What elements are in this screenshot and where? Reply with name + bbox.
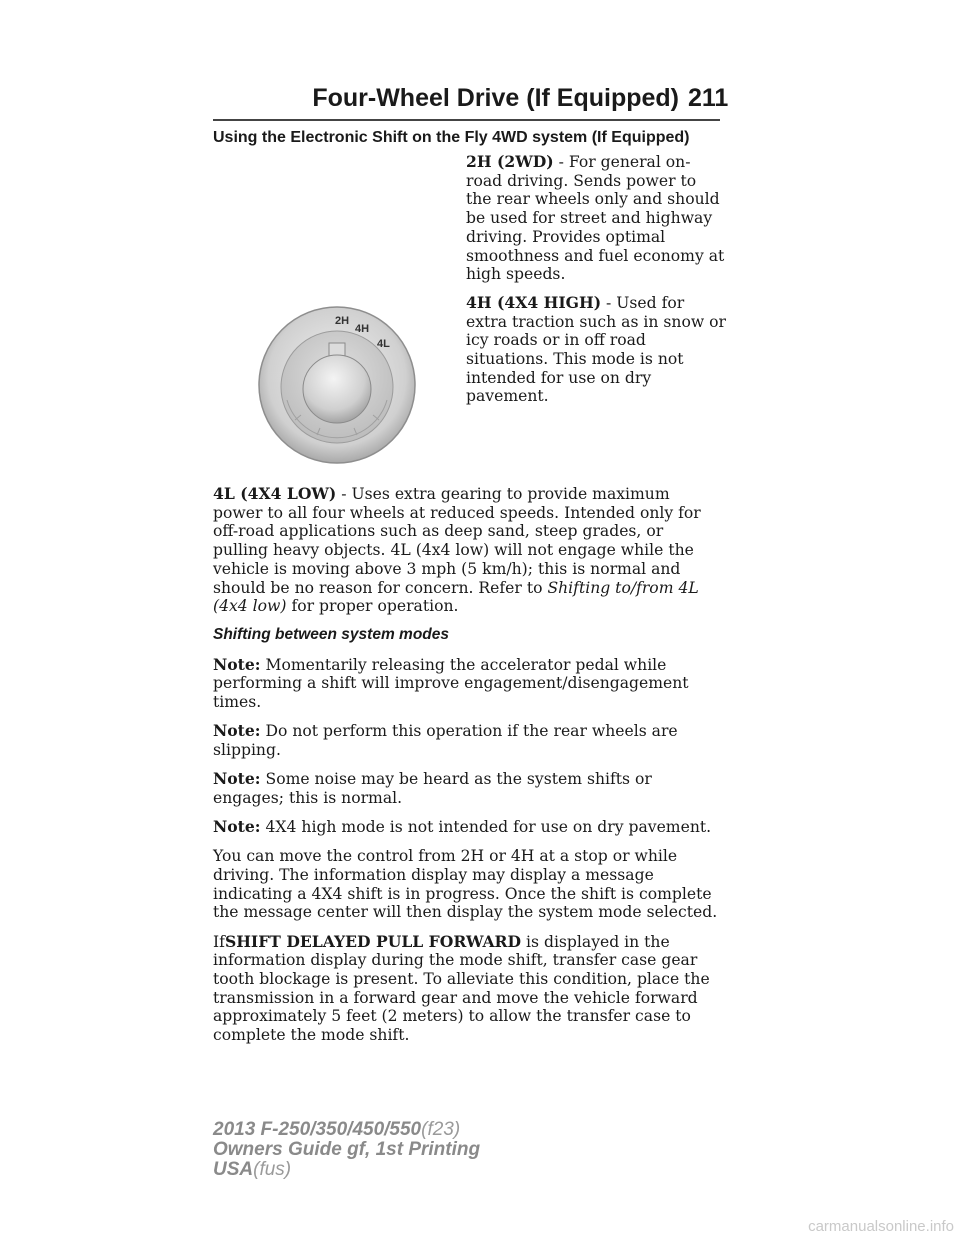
mode-descriptions <box>466 153 726 416</box>
note-text: Do not perform this operation if the rear wheels are slipping. <box>213 722 678 759</box>
footer-model: 2013 F-250/350/450/550 <box>213 1119 422 1140</box>
footer-region: USA <box>213 1159 254 1180</box>
mode-4h-term: 4H (4X4 HIGH) <box>466 292 602 312</box>
note-label: Note: <box>213 654 261 674</box>
note-text: Some noise may be heard as the system shifts or engages; this is normal. <box>213 770 652 807</box>
mode-4l-paragraph <box>213 485 723 616</box>
page-header-title: Four-Wheel Drive (If Equipped) <box>312 84 679 112</box>
footer-line-3 <box>213 1160 480 1180</box>
section-heading: Using the Electronic Shift on the Fly 4WD system (If Equipped) <box>213 129 690 146</box>
mode-2h-term: 2H (2WD) <box>466 152 554 171</box>
footer-model-code: (f23) <box>421 1119 461 1140</box>
cross-reference-link[interactable]: Shifting to/from 4L (4x4 low) <box>213 578 699 616</box>
4wd-selector-knob-illustration <box>257 305 417 465</box>
footer-line-2 <box>213 1140 480 1160</box>
mode-4h-paragraph <box>466 294 726 406</box>
note-text: Momentarily releasing the accelerator pedal while performing a shift will improve engagement/disengagement times. <box>213 655 689 712</box>
note-label: Note: <box>213 769 261 789</box>
note-text: 4X4 high mode is not intended for use on dry pavement. <box>265 818 712 837</box>
shift-control-paragraph: You can move the control from 2H or 4H at a stop or while driving. The information display may display a message indicating a 4X4 shift is in progress. Once the shift is complete the message center will then display the system mode selected. <box>213 847 718 922</box>
note-label: Note: <box>213 721 261 741</box>
knob-label-2h: 2H <box>335 315 350 327</box>
page-footer <box>213 1120 480 1180</box>
shift-delayed-text: is displayed in the information display during the mode shift, transfer case gear tooth blockage is present. To alleviate this condition, place the transmission in a forward gear and move the vehicle forward approximately 5 feet (2 meters) to allow the transfer case to complete the mode shift. <box>213 932 710 1045</box>
mode-4l-text-after: for proper operation. <box>291 597 459 616</box>
shift-delayed-message: SHIFT DELAYED PULL FORWARD <box>224 931 522 951</box>
header-divider <box>213 119 720 121</box>
note-3 <box>213 770 723 807</box>
watermark-text: carmanualsonline.info <box>808 1218 954 1235</box>
note-1 <box>213 656 723 712</box>
footer-line-1 <box>213 1120 480 1140</box>
footer-guide: Owners Guide gf, 1st Printing <box>213 1139 481 1160</box>
page-number: 211 <box>688 84 729 112</box>
mode-2h-paragraph <box>466 153 726 284</box>
shift-delayed-paragraph <box>213 933 723 1045</box>
mode-2h-text: - For general on-road driving. Sends power to the rear wheels only and should be used for street and highway driving. Provides optimal smoothness and fuel economy at high speeds. <box>466 153 725 284</box>
body-text <box>213 485 723 1055</box>
mode-4l-text: - Uses extra gearing to provide maximum power to all four wheels at reduced speeds. Intended only for off-road applications such as deep sand, steep grades, or pulling heavy objects. 4L (4x4 low) will not engage while the vehicle is moving above 3 mph (5 km/h); this is normal and should be no reason for concern. Refer to <box>213 485 701 597</box>
knob-label-4l: 4L <box>377 338 390 350</box>
note-label: Note: <box>213 817 261 837</box>
mode-4l-term: 4L (4X4 LOW) <box>213 484 337 503</box>
if-word: If <box>213 932 225 951</box>
note-4 <box>213 818 723 837</box>
shifting-heading: Shifting between system modes <box>213 626 449 644</box>
note-2 <box>213 722 723 759</box>
knob-label-4h: 4H <box>355 323 370 335</box>
footer-region-code: (fus) <box>253 1159 292 1180</box>
mode-4h-text: - Used for extra traction such as in snow or icy roads or in off road situations. This mode is not intended for use on dry pavement. <box>466 293 726 406</box>
